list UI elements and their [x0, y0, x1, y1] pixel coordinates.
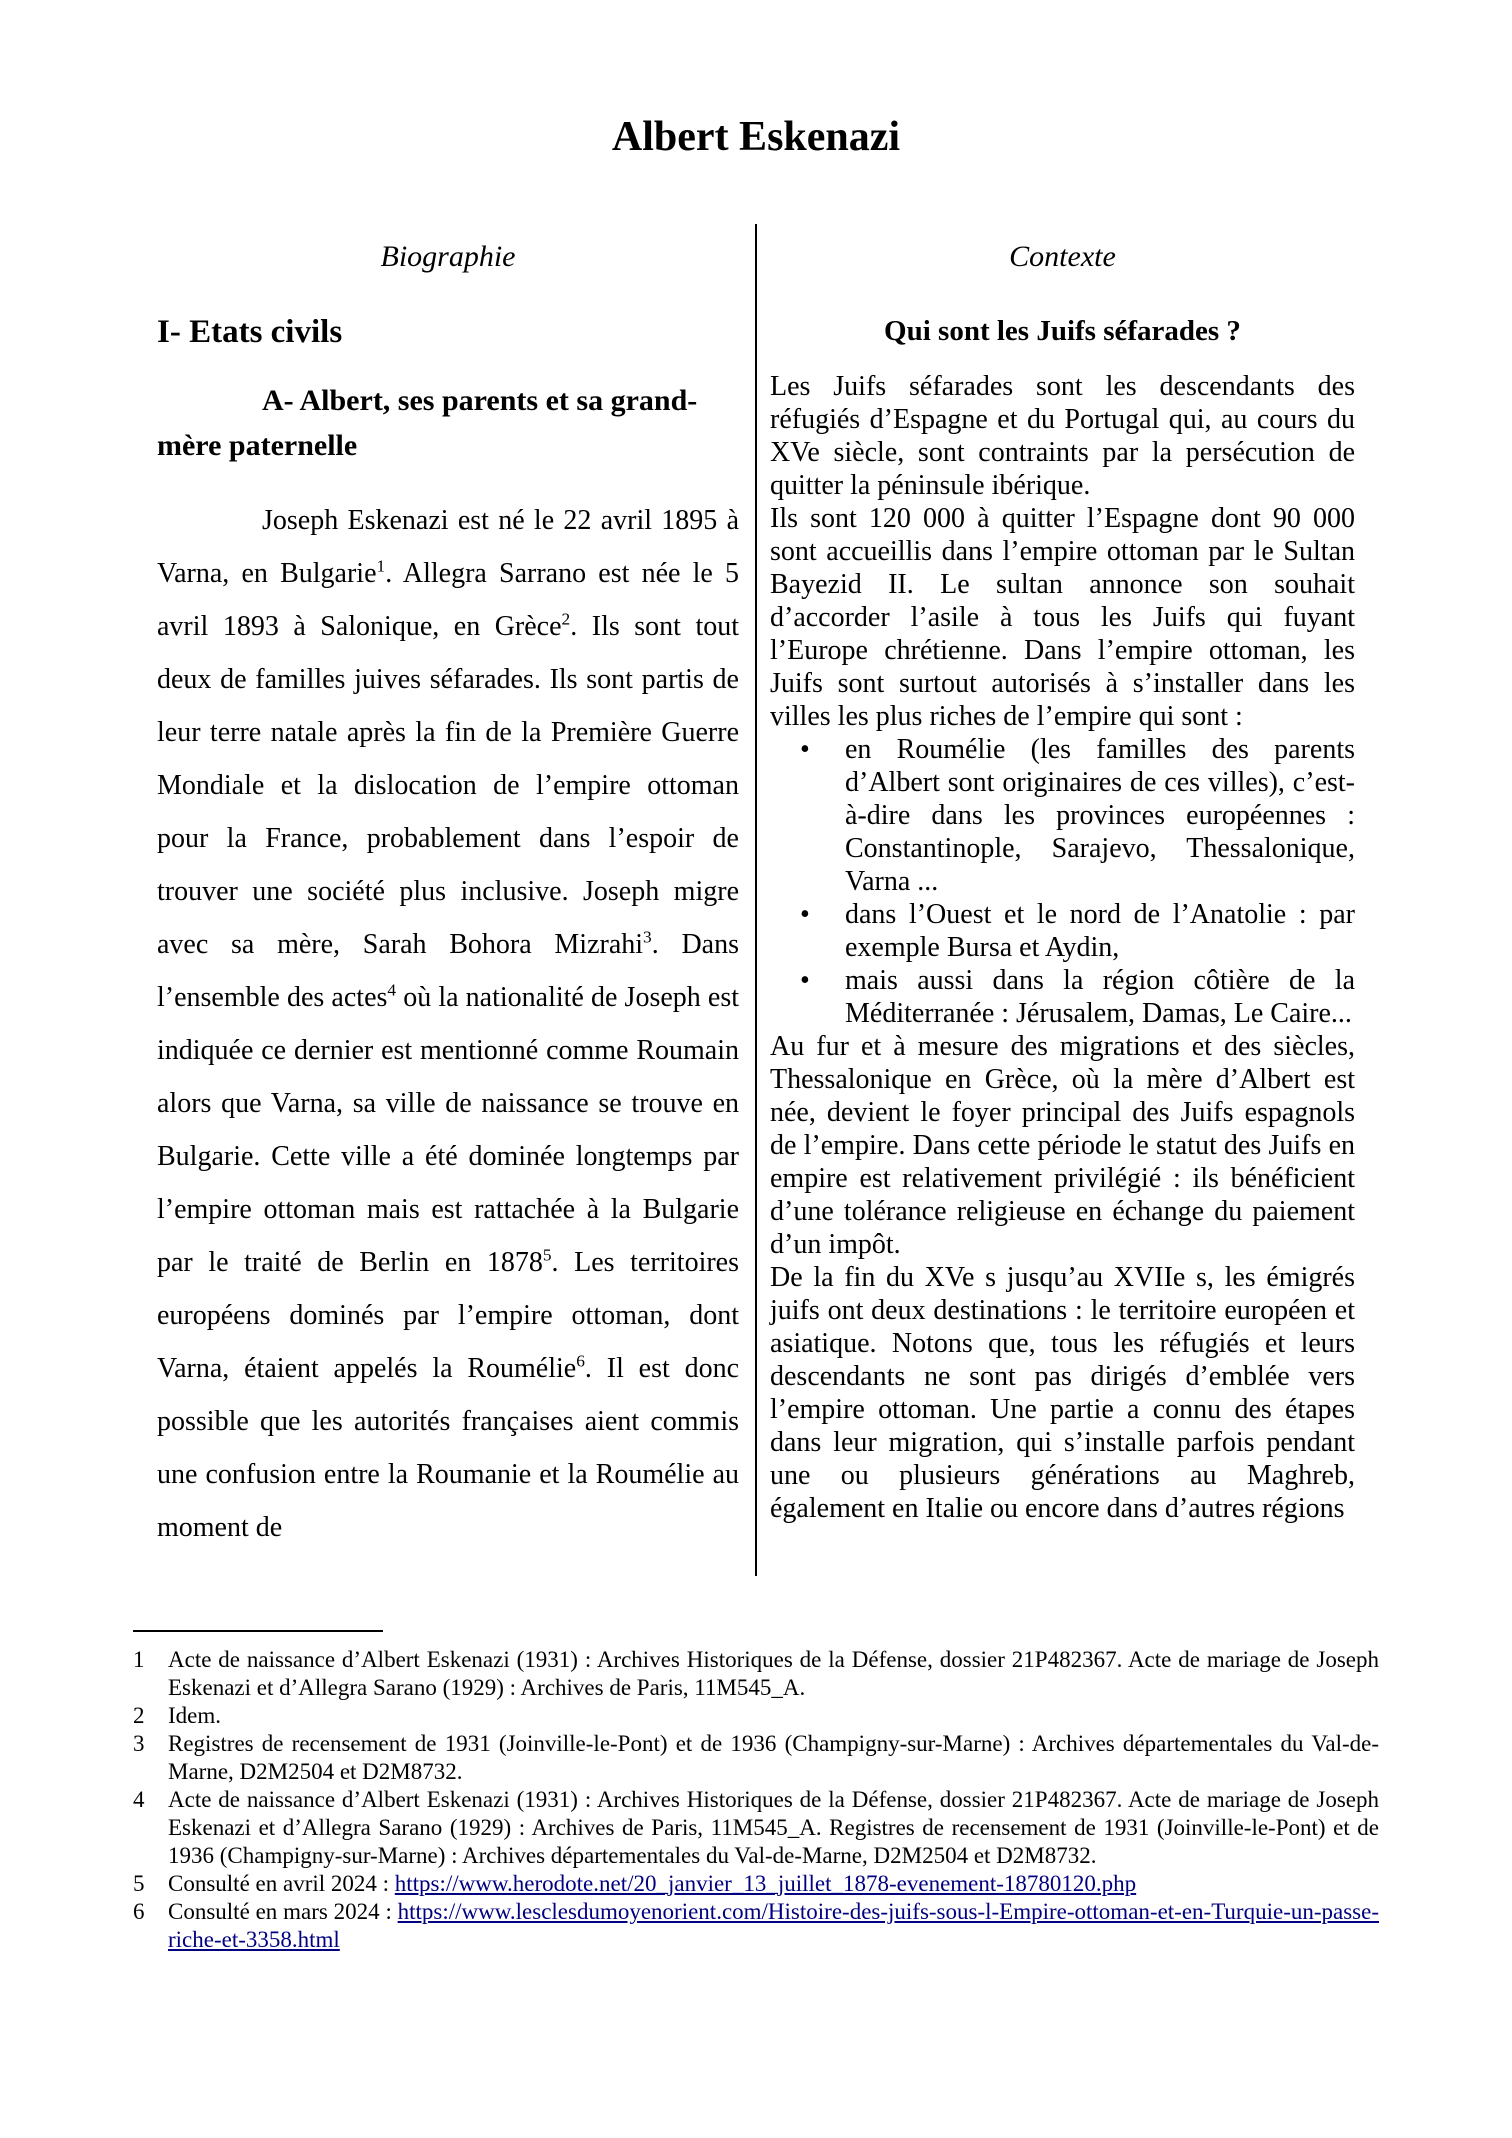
footnote-reference-mark: 3 — [643, 927, 652, 947]
context-question-heading: Qui sont les Juifs séfarades ? — [884, 315, 1241, 347]
footnote-reference-mark: 5 — [542, 1245, 552, 1265]
footnote-url-link[interactable]: https://www.lesclesdumoyenorient.com/Histoire-des-juifs-sous-l-Empire-ottoman-et-en-Turquie-un-passe-riche-et-3358.html — [168, 1899, 1379, 1952]
footnote-text: Acte de naissance d’Albert Eskenazi (1931) : Archives Historiques de la Défense, dossier 21P482367. Acte de mariage de Joseph Eskenazi et d’Allegra Sarano (1929) : Archives de Paris, 11M545_A. Registres de recensement de 1931 (Joinville-le-Pont) et de 1936 (Champigny-sur-Marne) : Archives départementales du Val-de-Marne, D2M2504 et D2M8732. — [168, 1787, 1379, 1868]
footnote-number: 2 — [133, 1703, 145, 1728]
bullet-item-anatolie: • dans l’Ouest et le nord de l’Anatolie : par exemple Bursa et Aydin, — [770, 898, 1355, 964]
footnote-text: Idem. — [168, 1703, 222, 1728]
footnote-reference-mark: 4 — [387, 980, 397, 1000]
section-heading-etats-civils: I- Etats civils — [157, 314, 343, 350]
context-paragraph-4: De la fin du XVe s jusqu’au XVIIe s, les émigrés juifs ont deux destinations : le territoire européen et asiatique. Notons que, tous les réfugiés et leurs descendants ne sont pas dirigés d’emblée vers l’empire ottoman. Une partie a connu des étapes dans leur migration, qui s’installe parfois pendant une ou plusieurs générations au Maghreb, également en Italie ou encore dans d’autres régions — [770, 1262, 1355, 1524]
bullet-item-roumelie: • en Roumélie (les familles des parents d’Albert sont originaires de ces villes), c’est-à-dire dans les provinces européennes : Constantinople, Sarajevo, Thessalonique, Varna ... — [770, 733, 1355, 898]
context-bullet-list — [770, 733, 1355, 1030]
context-column-heading: Contexte — [1009, 240, 1116, 273]
footnote-1 — [133, 1646, 1379, 1702]
footnote-3 — [133, 1730, 1379, 1786]
footnote-text: Acte de naissance d’Albert Eskenazi (1931) : Archives Historiques de la Défense, dossier 21P482367. Acte de mariage de Joseph Eskenazi et d’Allegra Sarano (1929) : Archives de Paris, 11M545_A. — [168, 1647, 1379, 1700]
page-title: Albert Eskenazi — [611, 114, 901, 160]
footnote-2 — [133, 1702, 1379, 1730]
biography-paragraph: Joseph Eskenazi est né le 22 avril 1895 à Varna, en Bulgarie$^1$. Allegra Sarrano est née le 5 avril 1893 à Salonique, en Grèce$^2$. Ils sont tout deux de familles juives séfarades. Ils sont partis de leur terre natale après la fin de la Première Guerre Mondiale et la dislocation de l’empire ottoman pour la France, probablement dans l’espoir de trouver une société plus inclusive. Joseph migre avec sa mère, Sarah Bohora Mizrahi$^3$. Dans l’ensemble des actes$^4$ où la nationalité de Joseph est indiquée ce dernier est mentionné comme Roumain alors que Varna, sa ville de naissance se trouve en Bulgarie. Cette ville a été dominée longtemps par l’empire ottoman mais est rattachée à la Bulgarie par le traité de Berlin en 1878$^5$. Les territoires européens dominés par l’empire ottoman, dont Varna, étaient appelés la Roumélie$^6$. Il est donc possible que les autorités françaises aient commis une confusion entre la Roumanie et la Roumélie au moment de — [157, 505, 740, 1543]
context-paragraph-3: Au fur et à mesure des migrations et des siècles, Thessalonique en Grèce, où la mère d’Albert est née, devient le foyer principal des Juifs espagnols de l’empire. Dans cette période le statut des Juifs en empire est relativement privilégié : ils bénéficient d’une tolérance religieuse en échange du paiement d’un impôt. — [770, 1031, 1355, 1260]
context-paragraph-2: Ils sont 120 000 à quitter l’Espagne dont 90 000 sont accueillis dans l’empire ottoman par le Sultan Bayezid II. Le sultan annonce son souhait d’accorder l’asile à tous les Juifs qui fuyant l’Europe chrétienne. Dans l’empire ottoman, les Juifs sont surtout autorisés à s’installer dans les villes les plus riches de l’empire qui sont : — [770, 503, 1355, 732]
footnote-number: 1 — [133, 1647, 145, 1672]
footnote-text: Consulté en avril 2024 : https://www.herodote.net/20_janvier_13_juillet_1878-evenement-18780120.php — [168, 1871, 1137, 1896]
footnote-text: Consulté en mars 2024 : https://www.lesclesdumoyenorient.com/Histoire-des-juifs-sous-l-Empire-ottoman-et-en-Turquie-un-passe-riche-et-3358.html — [168, 1899, 1379, 1952]
two-column-section — [133, 224, 1379, 1576]
context-paragraph-1: Les Juifs séfarades sont les descendants des réfugiés d’Espagne et du Portugal qui, au cours du XVe siècle, sont contraints par la persécution de quitter la péninsule ibérique. — [770, 371, 1355, 501]
footnote-number: 6 — [133, 1899, 145, 1924]
context-column — [757, 224, 1379, 1576]
biography-column-heading: Biographie — [380, 240, 516, 273]
bullet-item-mediterranee: • mais aussi dans la région côtière de la Méditerranée : Jérusalem, Damas, Le Caire... — [770, 964, 1355, 1030]
footnote-number: 5 — [133, 1871, 145, 1896]
footnotes-section — [133, 1630, 1379, 1954]
footnote-separator-line — [133, 1630, 383, 1632]
footnote-number: 3 — [133, 1731, 145, 1756]
footnote-reference-mark: 1 — [376, 556, 386, 576]
footnote-reference-mark: 2 — [561, 609, 571, 629]
footnote-6 — [133, 1898, 1379, 1954]
footnote-reference-mark: 6 — [576, 1351, 585, 1371]
subsection-heading-albert-parents: A- Albert, ses parents et sa grand-mère paternelle — [157, 384, 698, 462]
footnote-4 — [133, 1786, 1379, 1870]
footnote-5 — [133, 1870, 1379, 1898]
footnote-number: 4 — [133, 1787, 145, 1812]
biography-column — [133, 224, 757, 1576]
footnote-text: Registres de recensement de 1931 (Joinville-le-Pont) et de 1936 (Champigny-sur-Marne) : Archives départementales du Val-de-Marne, D2M2504 et D2M8732. — [168, 1731, 1379, 1784]
footnote-url-link[interactable]: https://www.herodote.net/20_janvier_13_juillet_1878-evenement-18780120.php — [394, 1871, 1137, 1896]
